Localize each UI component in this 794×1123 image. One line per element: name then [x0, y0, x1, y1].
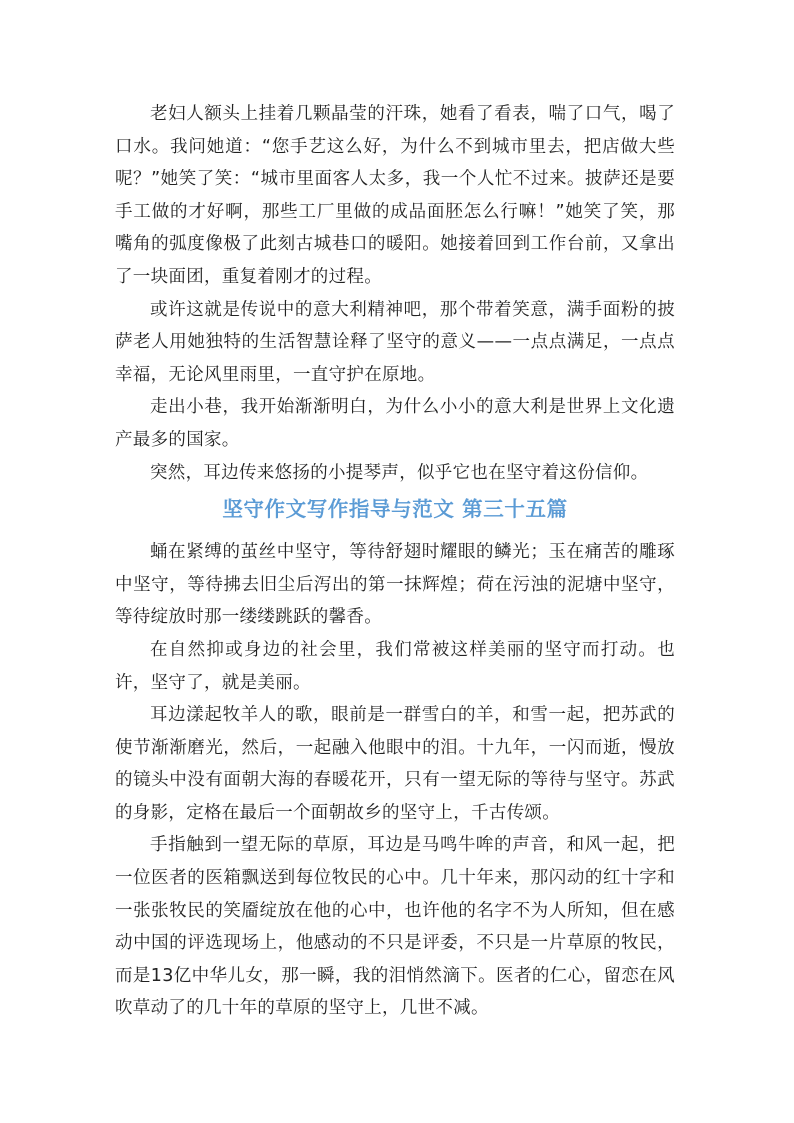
- intro-paragraph-3: 走出小巷，我开始渐渐明白，为什么小小的意大利是世界上文化遗产最多的国家。: [115, 397, 675, 450]
- section-paragraph-1: 蛹在紧缚的茧丝中坚守，等待舒翅时耀眼的鳞光；玉在痛苦的雕琢中坚守，等待拂去旧尘后泻出的第一抹辉煌；荷在污浊的泥塘中坚守，等待绽放时那一缕缕跳跃的馨香。: [115, 542, 675, 628]
- intro-paragraph-1: 老妇人额头上挂着几颗晶莹的汗珠，她看了看表，喘了口气，喝了口水。我问她道：“您手艺这么好，为什么不到城市里去，把店做大些呢？”她笑了笑：“城市里面客人太多，我一个人忙不过来。披萨还是要手工做的才好啊，那些工厂里做的成品面胚怎么行嘛！”她笑了笑，那嘴角的弧度像极了此刻古城巷口的暖阳。她接着回到工作台前，又拿出了一块面团，重复着刚才的过程。: [115, 104, 675, 287]
- section-paragraph-2: 在自然抑或身边的社会里，我们常被这样美丽的坚守而打动。也许，坚守了，就是美丽。: [115, 639, 675, 693]
- intro-paragraph-2: 或许这就是传说中的意大利精神吧，那个带着笑意，满手面粉的披萨老人用她独特的生活智慧诠释了坚守的意义——一点点满足，一点点幸福，无论风里雨里，一直守护在原地。: [115, 299, 675, 385]
- section-paragraph-4: 手指触到一望无际的草原，耳边是马鸣牛哞的声音，和风一起，把一位医者的医箱飘送到每位牧民的心中。几十年来，那闪动的红十字和一张张牧民的笑靥绽放在他的心中，也许他的名字不为人所知，但在感动中国的评选现场上，他感动的不只是评委，不只是一片草原的牧民，而是13亿中华儿女，那一瞬，我的泪悄然滴下。医者的仁心，留恋在风吹草动了的几十年的草原的坚守上，几世不减。: [115, 835, 675, 1019]
- intro-paragraph-4: 突然，耳边传来悠扬的小提琴声，似乎它也在坚守着这份信仰。: [150, 462, 649, 483]
- section-title: 坚守作文写作指导与范文 第三十五篇: [222, 497, 568, 522]
- document-content: [115, 98, 675, 1025]
- section-paragraph-3: 耳边漾起牧羊人的歌，眼前是一群雪白的羊，和雪一起，把苏武的使节渐渐磨光，然后，一起融入他眼中的泪。十九年，一闪而逝，慢放的镜头中没有面朝大海的春暖花开，只有一望无际的等待与坚守。苏武的身影，定格在最后一个面朝故乡的坚守上，千古传颂。: [115, 705, 675, 823]
